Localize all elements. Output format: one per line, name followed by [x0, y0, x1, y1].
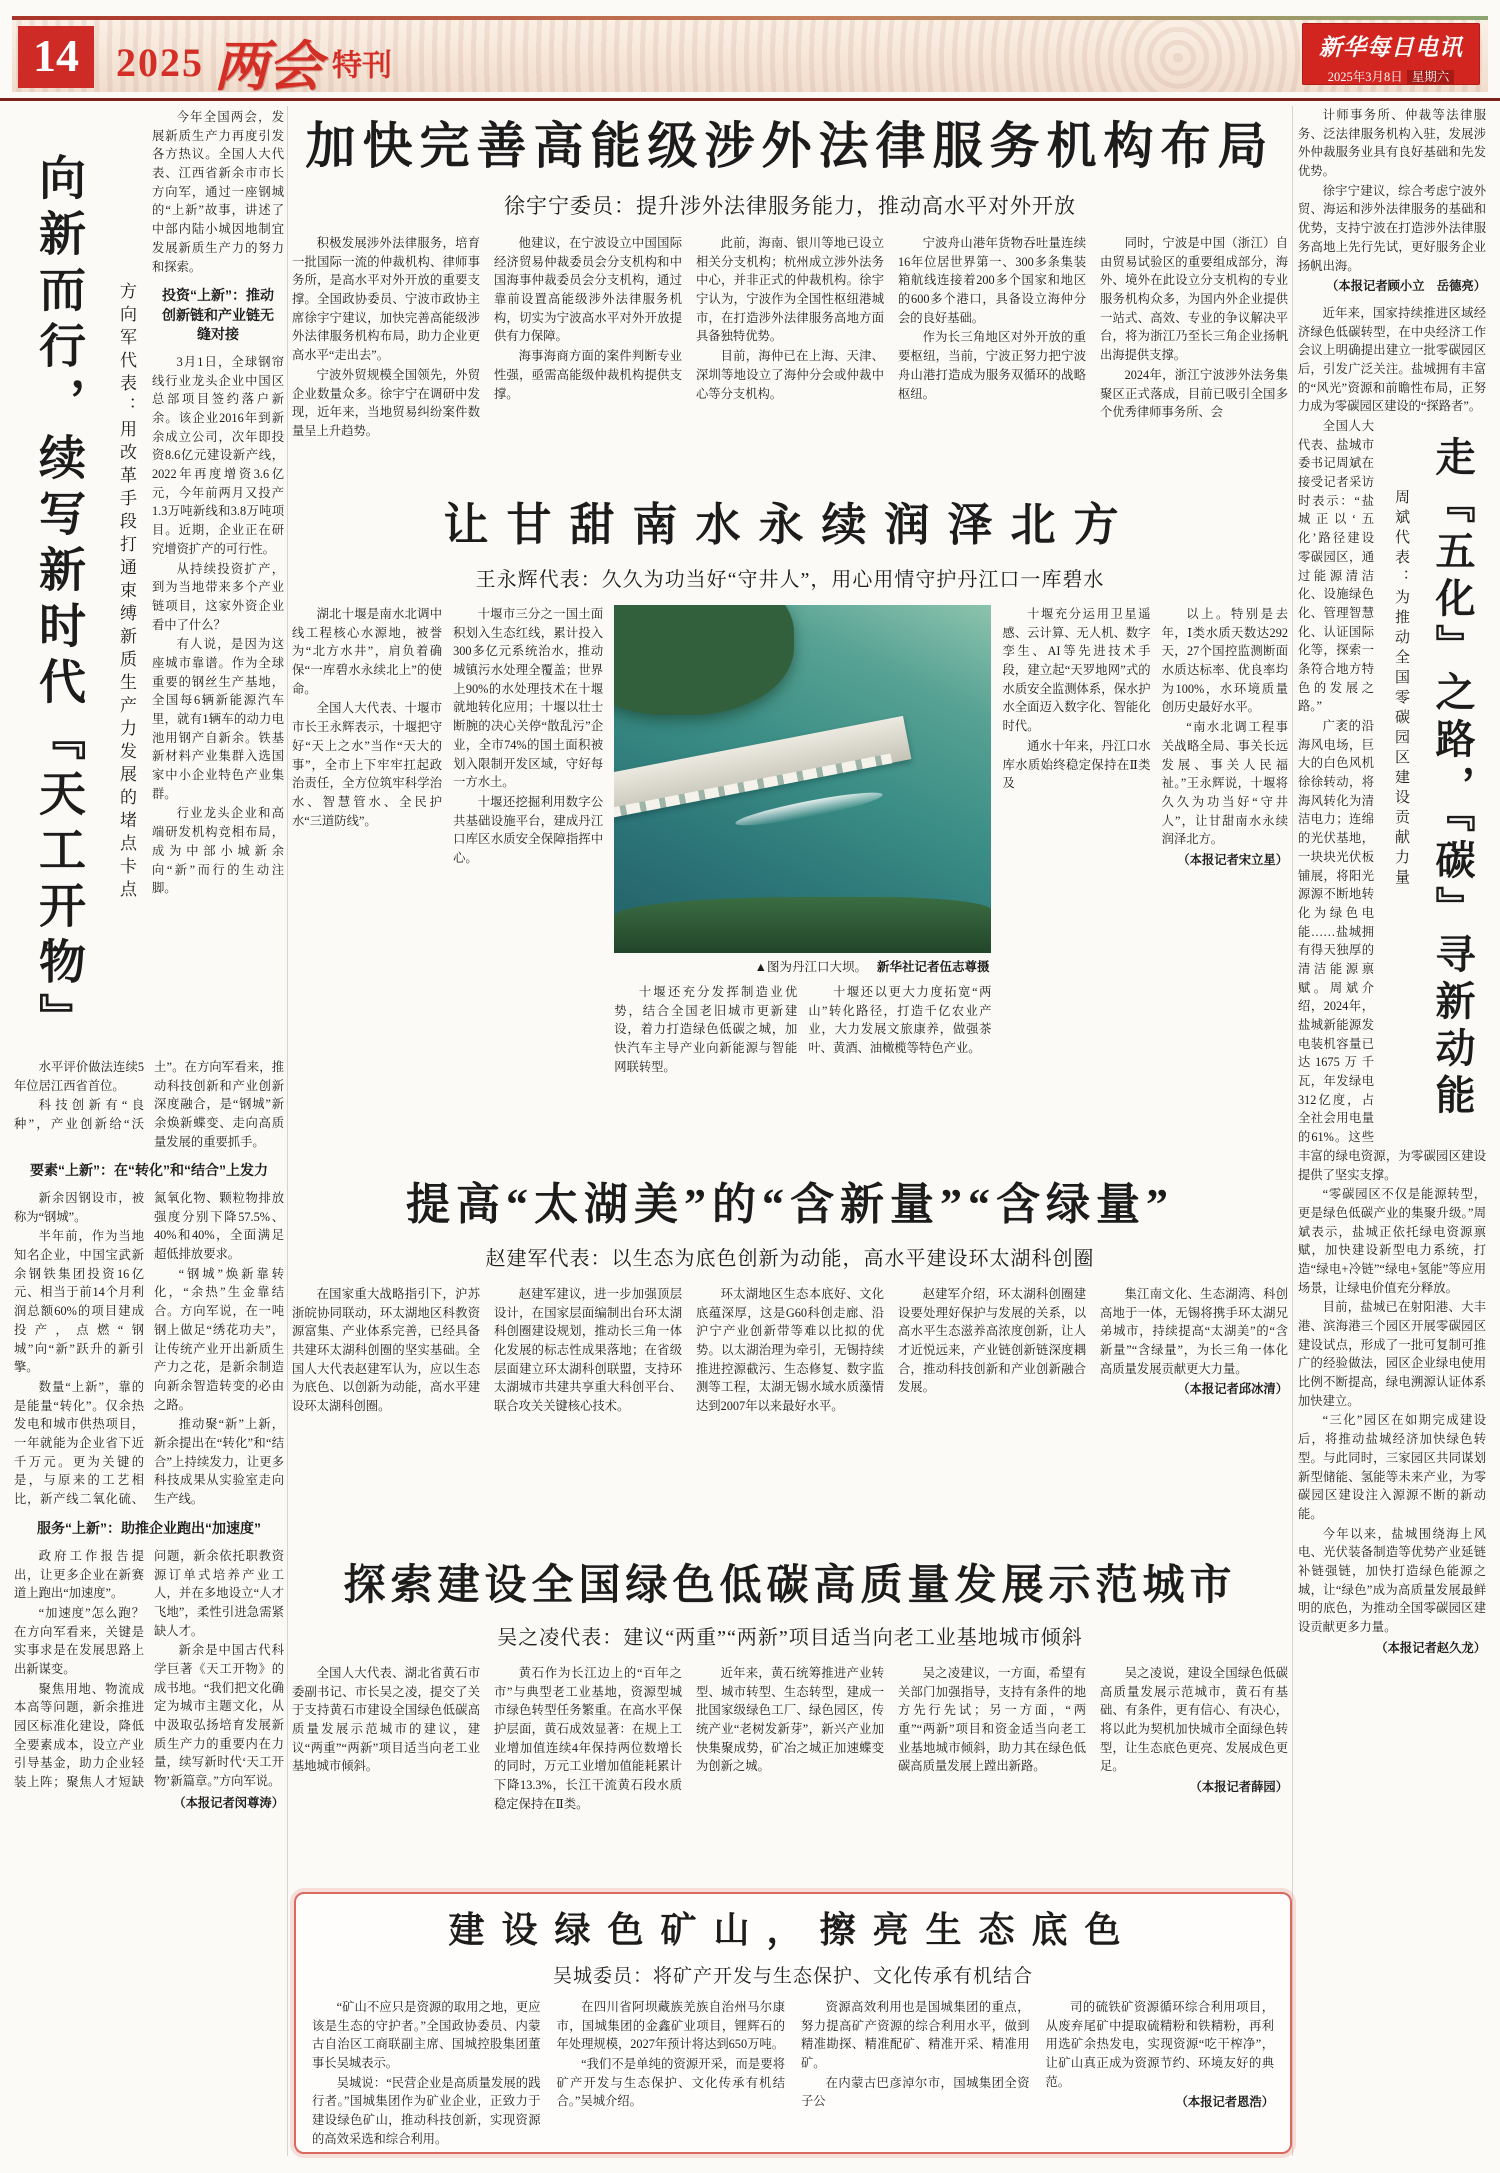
- article-mine-headline: 建设绿色矿山，擦亮生态底色: [448, 1910, 1138, 1950]
- intro-paragraphs: [152, 108, 284, 276]
- article-wuhua-headline: 走『五化』之路，『碳』寻新动能: [1430, 435, 1475, 1121]
- paragraph: “零碳园区不仅是能源转型，更是绿色低碳产业的集聚升级。”周斌表示，盐城正依托绿电资源禀赋，加快建设新型电力系统，打造“绿电+冷链”“绿电+氢能”等应用场景，让绿电价值充分释放。: [1298, 1187, 1486, 1295]
- paragraph: 半年前，作为当地知名企业，中国宝武新余钢铁集团投资16亿元、相当于前14个月利润总额60%的项目建成投产，点燃“钢城”向“新”跃升的新引擎。: [14, 1229, 144, 1375]
- paragraph: 广袤的沿海风电场，巨大的白色风机徐徐转动，将海风转化为清洁电力；连绵的光伏基地，一块块光伏板铺展，将阳光源源不断地转化为绿色电能……盐城拥有得天独厚的清洁能源禀赋。周斌介绍，2024年，盐城新能源发电装机容量已达1675万千瓦，年发绿电312亿度，占全社会用电量的61%。这些丰富的绿电资源，为零碳园区建设提供了坚实支撑。: [1298, 719, 1486, 1182]
- text-column: [808, 983, 991, 1125]
- article-wuhua-vertical-head: [1380, 423, 1486, 1133]
- photo-hillside: [614, 605, 794, 715]
- paragraph: 目前，盐城已在射阳港、大丰港、滨海港三个园区开展零碳园区建设试点，形成了一批可复制可推广的经验做法，园区企业绿电使用比例不断提高，绿电溯源认证体系加快建立。: [1298, 1300, 1486, 1408]
- photo-caption: [616, 957, 989, 975]
- text-column: [696, 1664, 884, 1856]
- legal-continuation: [1298, 106, 1486, 296]
- text-column: [1002, 605, 1150, 1129]
- paragraph: 积极发展涉外法律服务，培育一批国际一流的仲裁机构、律师事务所，是高水平对外开放的重要支撑。全国政协委员、宁波市政协主席徐宇宁建议，加快完善高能级涉外法律服务机构布局，助力企业更高水平“走出去”。: [292, 236, 480, 363]
- article-mine-box: [294, 1892, 1292, 2154]
- paragraph: 黄石作为长江边上的“百年之市”与典型老工业基地，资源型城市绿色转型任务繁重。在高水平保护层面，黄石成效显著：在规上工业增加值连续4年保持两位数增长的同时，万元工业增加值能耗累计下降13.3%，长江干流黄石段水质稳定保持在Ⅱ类。: [494, 1666, 682, 1811]
- article-legal: [292, 106, 1288, 482]
- text-column: [1100, 234, 1288, 482]
- dam-photo: [614, 605, 991, 953]
- text-column: [292, 605, 442, 1129]
- paragraph: 在内蒙古巴彦淖尔市，国城集团全资子公: [801, 2075, 1030, 2109]
- paragraph: 吴之凌说，建设全国绿色低碳高质量发展示范城市，黄石有基础、有条件，更有信心、有决心，将以此为契机加快城市全面绿色转型，让生态底色更亮、发展成色更足。: [1100, 1666, 1288, 1774]
- article-taihu-headline: 提高“太湖美”的“含新量”“含绿量”: [406, 1180, 1174, 1229]
- text-column: [312, 1998, 541, 2146]
- edition-title: 两会: [214, 37, 322, 92]
- page-banner: [12, 16, 1488, 92]
- banner-accent-line: [12, 16, 1488, 20]
- article-xinyu-headline: 向新而行，续写新时代『天工开物』: [32, 153, 84, 1049]
- article-water: [292, 488, 1288, 1160]
- paragraph: 在国家重大战略指引下，沪苏浙皖协同联动，环太湖地区科教资源富集、产业体系完善，已经具备共建环太湖科创圈的坚实基础。全国人大代表赵建军认为，应以生态为底色、以创新为动能，高水平建设环太湖科创圈。: [292, 1287, 480, 1414]
- paragraph: 海事海商方面的案件判断专业性强，亟需高能级仲裁机构提供支撑。: [494, 349, 682, 401]
- section-title-elements: 要素“上新”：在“转化”和“结合”上发力: [30, 1162, 268, 1179]
- paragraph: 新余是中国古代科学巨著《天工开物》的成书地。“我们把文化确定为城市主题文化，从中汲取弘扬培育发展新质生产力的重要内在力量，续写新时代‘天工开物’新篇章。”方向军说。: [154, 1643, 284, 1789]
- text-column: [1100, 1285, 1288, 1521]
- weekday: 星期六: [1407, 70, 1455, 84]
- paragraph: 十堰还充分发挥制造业优势，结合全国老旧城市更新建设，着力打造绿色低碳之城，加快汽车主导产业向新能源与智能网联转型。: [614, 985, 798, 1074]
- paragraph: “南水北调工程事关战略全局、事关长远发展、事关人民福祉。”王永辉说，十堰将久久为功当好“守井人”，让甘甜南水永续润泽北方。: [1161, 720, 1288, 847]
- article-greencity-credit: （本报记者薛园）: [1189, 1780, 1288, 1795]
- dateline: [1302, 67, 1480, 85]
- paragraph: 目前，海仲已在上海、天津、深圳等地设立了海仲分会或仲裁中心等分支机构。: [696, 349, 884, 401]
- paragraph: 宁波舟山港年货物吞吐量连续16年位居世界第一、300多条集装箱航线连接着200多个国家和地区的600多个港口，具备设立海仲分会的良好基础。: [898, 236, 1086, 325]
- paragraph: 科技创新有“良种”，产业创新给“沃土”。在方向军看来，推动科技创新和产业创新深度融合，是“钢城”新余焕新蝶变、走向高质量发展的重要抓手。: [14, 1060, 284, 1149]
- article-wuhua: [1298, 304, 1486, 1658]
- text-column: [453, 605, 603, 1129]
- paragraph: 集江南文化、生态湖湾、科创高地于一体，无锡将携手环太湖兄弟城市，持续提高“太湖美”的“含新量”“含绿量”，为长三角一体化高质量发展贡献更大力量。: [1100, 1287, 1288, 1376]
- paragraph: 以上。特别是去年，Ⅰ类水质天数达292天，27个国控监测断面水质达标率、优良率均为100%，水环境质量创历史最好水平。: [1161, 607, 1288, 715]
- text-column: [898, 1285, 1086, 1521]
- section-title-investment: 投资“上新”：推动创新链和产业链无缝对接: [162, 287, 274, 343]
- paragraph: 通水十年来，丹江口水库水质始终稳定保持在Ⅱ类及: [1002, 738, 1151, 791]
- paragraph: 水平评价做法连续5年位居江西省首位。: [14, 1060, 144, 1093]
- text-column: [1046, 1998, 1275, 2146]
- continuation-paragraphs: [1298, 106, 1486, 275]
- right-column: [1298, 106, 1486, 2158]
- text-column: [696, 234, 884, 482]
- caption-credit: 新华社记者伍志尊摄: [876, 960, 990, 974]
- masthead-box: [1302, 23, 1480, 85]
- article-taihu: [292, 1168, 1288, 1536]
- article-water-content: [292, 605, 1288, 1129]
- paragraph: 在四川省阿坝藏族羌族自治州马尔康市，国城集团的金鑫矿业项目，锂辉石的年处理规模，2027年预计将达到650万吨。: [556, 2000, 785, 2052]
- paragraph: “矿山不应只是资源的取用之地，更应该是生态的守护者。”全国政协委员、内蒙古自治区工商联副主席、国城控股集团董事长吴城表示。: [312, 2000, 541, 2071]
- paragraph: 近年来，黄石统筹推进产业转型、城市转型、生态转型，建成一批国家级绿色工厂、绿色园区，传统产业“老树发新芽”，新兴产业加快集聚成势，矿冶之城正加速蝶变为创新之城。: [696, 1666, 884, 1774]
- article-legal-headline: 加快完善高能级涉外法律服务机构布局: [305, 118, 1275, 174]
- paragraph: 同时，宁波是中国（浙江）自由贸易试验区的重要组成部分，海外、境外在此设立分支机构的专业服务机构众多，为国内外企业提供一站式、高效、专业的争议解决平台，将为浙江乃至长三角企业扬帆出海提供支撑。: [1100, 236, 1288, 363]
- paragraph: 全国人大代表、十堰市市长王永辉表示，十堰把守好“天上之水”当作“天大的事”，全市上下牢牢扛起政治责任，全方位筑牢科学治水、智慧管水、全民护水“三道防线”。: [292, 701, 443, 828]
- paragraph: 赵建军介绍，环太湖科创圈建设要处理好保护与发展的关系，以高水平生态滋养高浓度创新，让人才近悦远来，产业链创新链深度耦合，推动科技创新和产业创新融合发展。: [898, 1287, 1086, 1395]
- bridge-paragraphs: [14, 1058, 284, 1151]
- caption-text: ▲图为丹江口大坝。: [754, 960, 867, 974]
- article-greencity-headline: 探索建设全国绿色低碳高质量发展示范城市: [343, 1563, 1237, 1609]
- paragraph: 计师事务所、仲裁等法律服务、泛法律服务机构入驻，发展涉外仲裁服务业具有良好基础和先发优势。: [1298, 108, 1486, 179]
- text-column: [557, 1998, 786, 2146]
- paragraph: 聚焦用地、物流成本高等问题，新余推进园区标准化建设，降低全要素成本，设立产业引导基金，助力企业轻装上阵；聚焦人才短缺问题，新余依托职教资源订单式培养产业工人，并在多地设立“人才飞地”，柔性引进急需紧缺人才。: [14, 1548, 284, 1790]
- text-column: [898, 234, 1086, 482]
- paragraph: 十堰市三分之一国土面积划入生态红线，累计投入300多亿元系统治水，推动城镇污水处理全覆盖；世界上90%的水处理技术在十堰就地转化应用；十堰以壮士断腕的决心关停“散乱污”企业，全市74%的国土面积被划入限制开发区域，守好每一方水土。: [453, 607, 604, 790]
- article-greencity-columns: [292, 1664, 1288, 1856]
- paragraph: 徐宇宁建议，综合考虑宁波外贸、海运和涉外法律服务的基础和优势，支持宁波在打造涉外法律服务高地上先行先试，更好服务企业扬帆出海。: [1298, 183, 1486, 273]
- paragraph: 他建议，在宁波设立中国国际经济贸易仲裁委员会分支机构和中国海事仲裁委员会分支机构，通过靠前设置高能级涉外法律服务机构，切实为宁波高水平对外开放提供有力保障。: [494, 236, 682, 344]
- text-column: [898, 1664, 1086, 1856]
- article-water-subhead: 王永辉代表：久久为功当好“守井人”，用心用情守护丹江口一库碧水: [475, 569, 1105, 591]
- paragraph: 从持续投资扩产，到为当地带来多个产业链项目，这家外资企业看中了什么？: [152, 561, 284, 632]
- article-greencity: [292, 1552, 1288, 1882]
- paragraph: 湖北十堰是南水北调中线工程核心水源地，被誉为“北方水井”，肩负着确保“一库碧水永续北上”的使命。: [292, 607, 443, 696]
- article-legal-columns: [292, 234, 1288, 482]
- article-xinyu-credit: （本报记者闵尊涛）: [173, 1795, 284, 1810]
- text-column: [292, 1664, 480, 1856]
- photo-spillway-foam: [734, 787, 884, 831]
- paragraph: 今年全国两会，发展新质生产力再度引发各方热议。全国人大代表、江西省新余市市长方向军，通过一座钢城的“上新”故事，讲述了中部内陆小城因地制宜发展新质生产力的努力和探索。: [152, 110, 284, 274]
- photo-shoreline: [614, 897, 991, 953]
- paragraph: 十堰还挖掘利用数字公共基础设施平台，建成丹江口库区水质安全保障指挥中心。: [453, 794, 604, 865]
- newspaper-name: 新华每日电讯: [1319, 35, 1463, 60]
- article-water-headline: 让甘甜南水永续润泽北方: [443, 500, 1137, 550]
- column-divider-left: [287, 106, 288, 2156]
- section2-paragraphs: [14, 1189, 284, 1509]
- paragraph: 行业龙头企业和高端研发机构竞相布局，成为中部小城新余向“新”而行的生动注脚。: [152, 806, 284, 896]
- article-mine-subhead: 吴城委员：将矿产开发与生态保护、文化传承有机结合: [552, 1966, 1033, 1987]
- paragraph: “钢城”焕新靠转化，“余热”生金靠结合。方向军说，在一吨钢上做足“绣花功夫”，让传统产业开出新质生产力之花，是新余制造向新余智造转变的必由之路。: [154, 1266, 284, 1412]
- article-xinyu-intro-column: [152, 108, 284, 1050]
- paragraph: 有人说，是因为这座城市靠谱。作为全球重要的钢丝生产基地，全国每6辆新能源汽车里，就有1辆车的动力电池用钢产自新余。铁基新材料产业集群入选国家中小企业特色产业集群。: [152, 637, 284, 801]
- paragraph: 十堰充分运用卫星遥感、云计算、无人机、数字孪生、AI等先进技术手段，建立起“天罗地网”式的水质安全监测体系，保水护水全面迈入数字化、智能化时代。: [1002, 607, 1151, 734]
- below-photo-columns: [614, 983, 991, 1125]
- paragraph: 宁波外贸规模全国领先，外贸企业数量众多。徐宇宁在调研中发现，近年来，当地贸易纠纷案件数量呈上升趋势。: [292, 367, 480, 438]
- article-mine-credit: （本报记者恩浩）: [1175, 2095, 1274, 2110]
- text-column: [1162, 605, 1288, 1129]
- text-column: [801, 1998, 1030, 2146]
- paragraph: 吴之凌建议，一方面，希望有关部门加强指导，支持有条件的地方先行先试；另一方面，“两重”“两新”项目和资金适当向老工业基地城市倾斜，助力其在绿色低碳高质量发展上蹚出新路。: [898, 1666, 1086, 1774]
- page-number: 14: [18, 26, 94, 88]
- column-paragraphs: [1100, 1285, 1288, 1378]
- article-water-credit: （本报记者宋立星）: [1177, 852, 1288, 867]
- article-wuhua-subhead: 周斌代表：为推动全国零碳园区建设贡献力量: [1393, 489, 1409, 889]
- edition-year: 2025: [116, 40, 204, 85]
- text-column: [494, 234, 682, 482]
- paragraph: 吴城说：“民营企业是高质量发展的践行者。”国城集团作为矿业企业，正致力于建设绿色矿山，推动科技创新，实现资源的高效采选和综合利用。: [312, 2075, 541, 2146]
- column-paragraphs: [1100, 1664, 1288, 1776]
- wuhua-intro-paragraphs: [1298, 304, 1486, 416]
- paragraph: 2024年，浙江宁波涉外法务集聚区正式落成，目前已吸引全国多个优秀律师事务所、会: [1100, 367, 1288, 420]
- paragraph: 今年以来，盐城围绕海上风电、光伏装备制造等优势产业延链补链强链，加快打造绿色能源之城，让“绿色”成为高质量发展最鲜明的底色，为推动全国零碳园区建设贡献更多力量。: [1298, 1526, 1486, 1634]
- text-column: [292, 1285, 480, 1521]
- paragraph: 近年来，国家持续推进区域经济绿色低碳转型，在中央经济工作会议上明确提出建立一批零碳园区后，引发广泛关注。盐城拥有丰富的“风光”资源和前瞻性布局，正努力成为零碳园区建设的“探路者”。: [1298, 305, 1486, 414]
- column-paragraphs: [1162, 605, 1288, 849]
- article-mine-columns: [312, 1998, 1274, 2146]
- column-paragraphs: [1046, 1998, 1275, 2091]
- article-xinyu-lower: [14, 1058, 284, 2158]
- text-column: [292, 234, 480, 482]
- paragraph: 十堰还以更大力度拓宽“两山”转化路径，打造千亿农业产业，大力发展文旅康养，做强茶叶、黄酒、油橄榄等特色产业。: [808, 985, 992, 1056]
- edition-subtitle: 特刊: [332, 49, 392, 83]
- paragraph: 此前，海南、银川等地已设立相关分支机构；杭州成立涉外法务中心，并非正式的仲裁机构。徐宇宁认为，宁波作为全国性枢纽港城市，在打造涉外法律服务高地方面具备独特优势。: [696, 236, 884, 344]
- column-divider-right: [1292, 106, 1293, 2156]
- date: 2025年3月8日: [1327, 70, 1403, 84]
- paragraph: 政府工作报告提出，让更多企业在新赛道上跑出“加速度”。: [14, 1548, 144, 1601]
- photo-block: [614, 605, 991, 1129]
- article-legal-credit: （本报记者顾小立 岳德亮）: [1326, 279, 1486, 294]
- banner-rule: [0, 98, 1500, 101]
- paragraph: 数量“上新”，靠的是能量“转化”。仅余热发电和城市供热项目，一年就能为企业省下近千万元。更为关键的是，与原来的工艺相比，新产线二氧化硫、氮氧化物、颗粒物排放强度分别下降57.5%、40%和40%，全面满足超低排放要求。: [14, 1191, 284, 1507]
- paragraph: 全国人大代表、湖北省黄石市委副书记、市长吴之凌，提交了关于支持黄石市建设全国绿色低碳高质量发展示范城市的建议，建议“两重”“两新”项目适当向老工业基地城市倾斜。: [292, 1666, 480, 1774]
- paragraph: 资源高效利用也是国城集团的重点，努力提高矿产资源的综合利用水平，做到精准勘探、精准配矿、精准开采、精准用矿。: [801, 2000, 1030, 2071]
- paragraph: 推动聚“新”上新，新余提出在“转化”和“结合”上持续发力，让更多科技成果从实验室走向生产线。: [154, 1417, 284, 1507]
- text-column: [494, 1285, 682, 1521]
- text-column: [696, 1285, 884, 1521]
- article-wuhua-credit: （本报记者赵久龙）: [1375, 1640, 1486, 1655]
- text-column: [614, 983, 797, 1125]
- paragraph: 3月1日，全球钢帘线行业龙头企业中国区总部项目签约落户新余。该企业2016年到新余成立公司，次年即投资8.6亿元建设新产线，2022年再度增资3.6亿元，今年前两月又投产1.3万吨新线和3.8万吨项目。近期，企业正在研究增资扩产的可行性。: [152, 354, 284, 556]
- paragraph: 司的硫铁矿资源循环综合利用项目，从废弃尾矿中提取硫精粉和铁精粉，再利用选矿余热发电，实现资源“吃干榨净”，让矿山真正成为资源节约、环境友好的典范。: [1045, 2000, 1274, 2089]
- paragraph: “我们不是单纯的资源开采，而是要将矿产开发与生态保护、文化传承有机结合。”吴城介绍。: [556, 2057, 785, 2109]
- text-column: [1100, 1664, 1288, 1856]
- section-title-service: 服务“上新”：助推企业跑出“加速度”: [37, 1520, 261, 1537]
- article-xinyu: [14, 106, 284, 2158]
- article-xinyu-subhead: 方向军代表：用改革手段打通束缚新质生产力发展的堵点卡点: [117, 282, 136, 903]
- paragraph: 全国人大代表、盐城市委书记周斌在接受记者采访时表示：“盐城正以‘五化’路径建设零碳园区，通过能源清洁化、设施绿色化、管理智慧化、认证国际化等，探索一条符合地方特色的发展之路。”: [1298, 419, 1374, 714]
- article-taihu-credit: （本报记者邱冰清）: [1177, 1382, 1288, 1397]
- article-taihu-subhead: 赵建军代表：以生态为底色创新为动能，高水平建设环太湖科创圈: [485, 1248, 1095, 1270]
- article-legal-subhead: 徐宇宁委员：提升涉外法律服务能力，推动高水平对外开放: [504, 194, 1076, 218]
- article-taihu-columns: [292, 1285, 1288, 1521]
- text-column: [494, 1664, 682, 1856]
- section3-paragraphs: [14, 1547, 284, 1792]
- paragraph: “三化”园区在如期完成建设后，将推动盐城经济加快绿色转型。与此同时，三家园区共同谋划新型储能、氢能等未来产业，为零碳园区建设注入源源不断的新动能。: [1298, 1413, 1486, 1521]
- paragraph: 赵建军建议，进一步加强顶层设计，在国家层面编制出台环太湖科创圈建设规划，推动长三角一体化发展的标志性成果落地；在省级层面建立环太湖科创联盟，支持环太湖城市共建共享重大科创平台、联合攻关关键核心技术。: [494, 1287, 682, 1414]
- paragraph: “加速度”怎么跑？在方向军看来，关键是实事求是在发展思路上出新谋变。: [14, 1605, 144, 1676]
- edition-logo: [116, 24, 392, 92]
- section1-paragraphs: [152, 353, 284, 898]
- paragraph: 新余因钢设市，被称为“钢城”。: [14, 1191, 144, 1224]
- article-greencity-subhead: 吴之凌代表：建议“两重”“两新”项目适当向老工业基地城市倾斜: [497, 1627, 1083, 1649]
- paragraph: 作为长三角地区对外开放的重要枢纽，当前，宁波正努力把宁波舟山港打造成为服务双循环的战略枢纽。: [898, 330, 1086, 401]
- paragraph: 环太湖地区生态本底好、文化底蕴深厚，这是G60科创走廊、沿沪宁产业创新带等难以比拟的优势。以太湖治理为牵引，无锡持续推进控源截污、生态修复、数字监测等工程，太湖无锡水域水质藻情达到2007年以来最好水平。: [696, 1287, 884, 1414]
